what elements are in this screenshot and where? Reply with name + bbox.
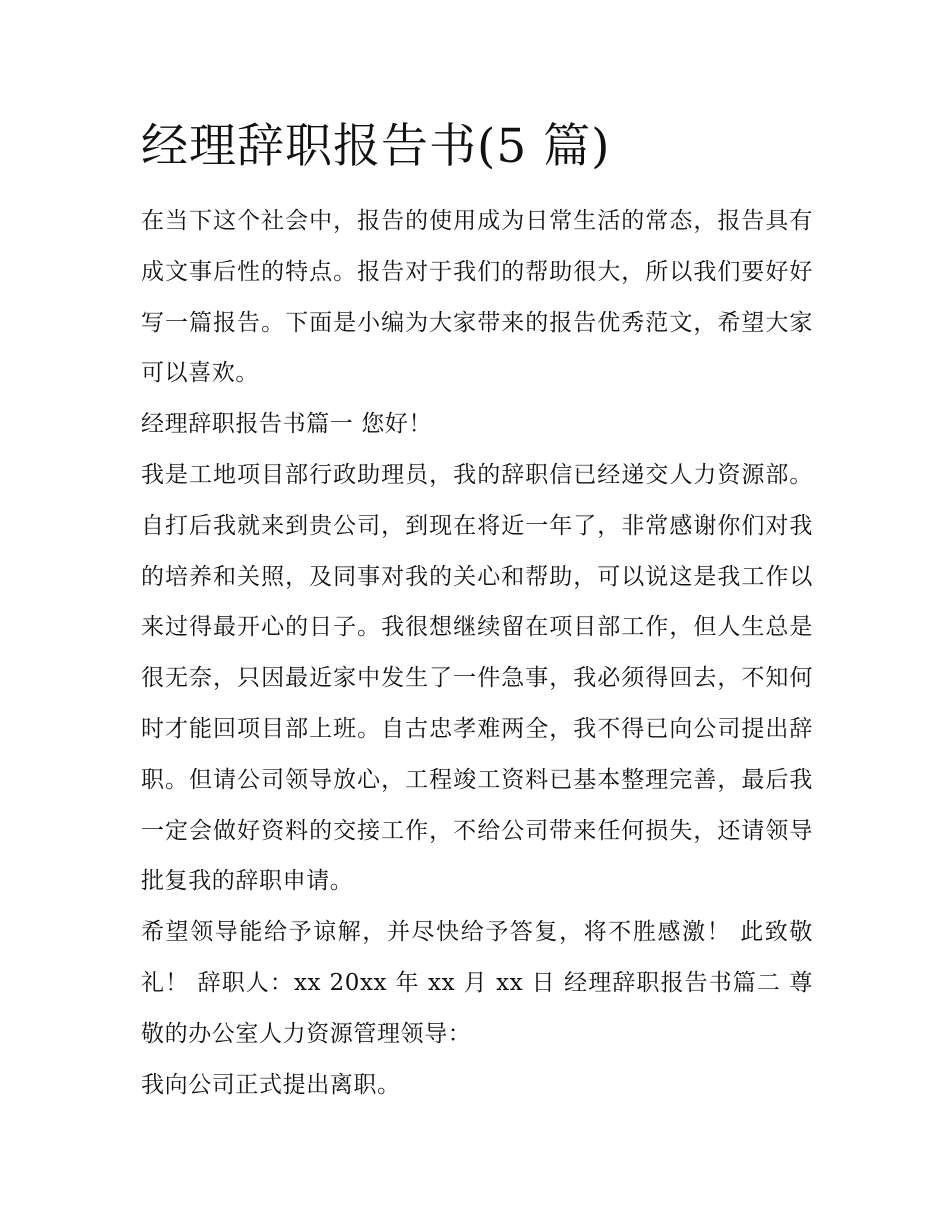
paragraph-intro: 在当下这个社会中，报告的使用成为日常生活的常态，报告具有成文事后性的特点。报告对于我们的帮助很大，所以我们要好好写一篇报告。下面是小编为大家带来的报告优秀范文，希望大家可以喜欢。 <box>141 208 813 387</box>
document-body <box>141 112 813 1110</box>
paragraph-letter-body: 我是工地项目部行政助理员，我的辞职信已经递交人力资源部。自打后我就来到贵公司，到现在将近一年了，非常感谢你们对我的培养和关照，及同事对我的关心和帮助，可以说这是我工作以来过得最开心的日子。我很想继续留在项目部工作，但人生总是很无奈，只因最近家中发生了一件急事，我必须得回去，不知何时才能回项目部上班。自古忠孝难两全，我不得已向公司提出辞职。但请公司领导放心，工程竣工资料已基本整理完善，最后我一定会做好资料的交接工作，不给公司带来任何损失，还请领导批复我的辞职申请。 <box>141 461 813 895</box>
paragraph-section-one-heading: 经理辞职报告书篇一 您好！ <box>141 411 433 438</box>
document-title: 经理辞职报告书(5 篇) <box>141 119 611 174</box>
paragraph-resignation-statement: 我向公司正式提出离职。 <box>141 1071 401 1098</box>
paragraph-closing: 希望领导能给予谅解，并尽快给予答复，将不胜感激！ 此致敬礼！ 辞职人：xx 20xx 年 xx 月 xx 日 经理辞职报告书篇二 尊敬的办公室人力资源管理领导： <box>141 919 813 1047</box>
